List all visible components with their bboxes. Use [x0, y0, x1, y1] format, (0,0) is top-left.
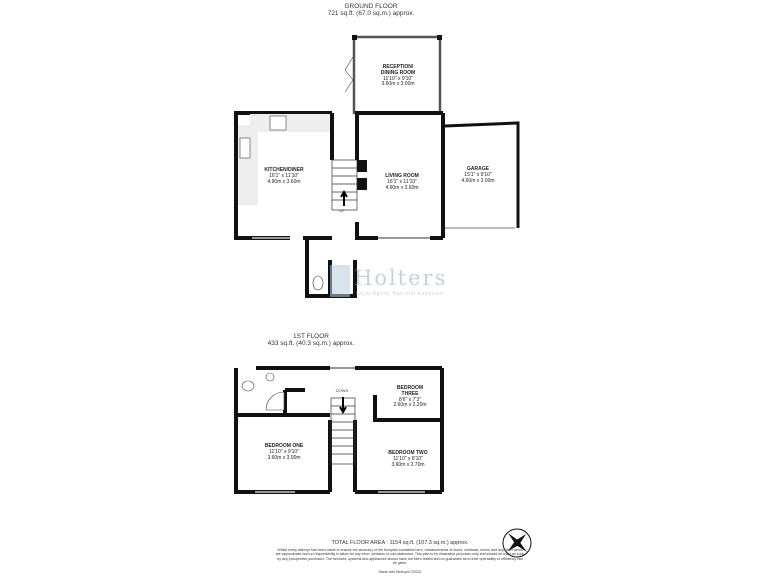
room-garage [461, 167, 494, 184]
room-dim-imperial: 11'10" x 8'10" [393, 455, 423, 462]
room-dim-metric: 3.60m x 3.00m [381, 81, 415, 88]
room-name: DINING ROOM [380, 69, 416, 76]
room-dim-imperial: 11'10" x 9'10" [383, 75, 413, 82]
room-name: RECEPTION/ [382, 64, 414, 70]
total-floor-area: TOTAL FLOOR AREA : 1154 sq.ft. (107.3 sq.m.) approx. [331, 540, 469, 546]
toilet-icon [313, 276, 323, 290]
watermark-name: Holters [354, 266, 448, 290]
watermark-tagline: Local Agent, National Exposure [356, 291, 444, 297]
room-name: BEDROOM ONE [264, 443, 304, 449]
room-name: THREE [401, 390, 419, 397]
made-with: Made with Metropix ©2025 [378, 570, 422, 574]
room-dim-metric: 3.60m x 3.00m [267, 454, 301, 461]
room-dim-imperial: 15'1" x 9'10" [464, 171, 492, 178]
room-dim-metric: 4.90m x 3.60m [385, 184, 419, 191]
room-dim-metric: 3.60m x 2.70m [391, 461, 425, 468]
stairs-down-arrow-icon [340, 397, 346, 412]
hob-icon [270, 116, 286, 130]
room-living-room [385, 174, 419, 191]
room-bedroom-one [265, 444, 303, 461]
basin-icon [266, 373, 274, 381]
stairs-up-label: UP [339, 208, 345, 213]
room-name: BEDROOM TWO [388, 450, 428, 456]
ground-floor-area: 721 sq.ft. (67.0 sq.m.) approx. [327, 10, 415, 17]
room-reception-dining [381, 65, 415, 88]
room-dim-imperial: 8'6" x 7'3" [399, 396, 421, 403]
first-floor-title: 1ST FLOOR [292, 333, 330, 340]
room-bedroom-two [388, 451, 427, 468]
stairs-up-arrow-icon [341, 192, 347, 206]
shower-icon [266, 392, 284, 410]
room-dim-imperial: 16'1" x 11'10" [387, 178, 417, 185]
room-name: LIVING ROOM [385, 173, 419, 179]
room-dim-metric: 4.90m x 3.60m [267, 178, 301, 185]
first-floor-area: 433 sq.ft. (40.3 sq.m.) approx. [267, 340, 355, 347]
room-dim-imperial: 16'1" x 11'10" [269, 172, 299, 179]
disclaimer: Whilst every attempt has been made to ensure the accuracy of the floorplan contained here, measurements of doors, windows, rooms and any other items are approximate and no responsibility is taken for any error, omission or mis-statement. This plan is for illustrative purposes only and should be used as such by any prospective purchaser. The services, systems and appliances shown have not been tested and no guarantee as to their operability or efficiency can be given. [275, 548, 525, 566]
holters-logo-mark [330, 265, 350, 297]
kitchen-worktop [250, 114, 330, 132]
stairs-down-label: DOWN [335, 388, 349, 393]
room-bedroom-three [393, 386, 426, 409]
room-kitchen-diner [264, 168, 303, 185]
sink-icon [240, 138, 250, 158]
ground-floor-title: GROUND FLOOR [344, 3, 398, 10]
room-name: KITCHEN/DINER [264, 167, 304, 173]
room-name: BEDROOM [396, 385, 424, 391]
first-toilet-icon [242, 381, 254, 391]
holters-watermark [330, 262, 460, 302]
room-dim-imperial: 11'10" x 9'10" [269, 448, 299, 455]
room-dim-metric: 2.60m x 2.20m [393, 402, 427, 409]
room-dim-metric: 4.60m x 3.00m [461, 177, 495, 184]
room-name: GARAGE [467, 166, 489, 172]
